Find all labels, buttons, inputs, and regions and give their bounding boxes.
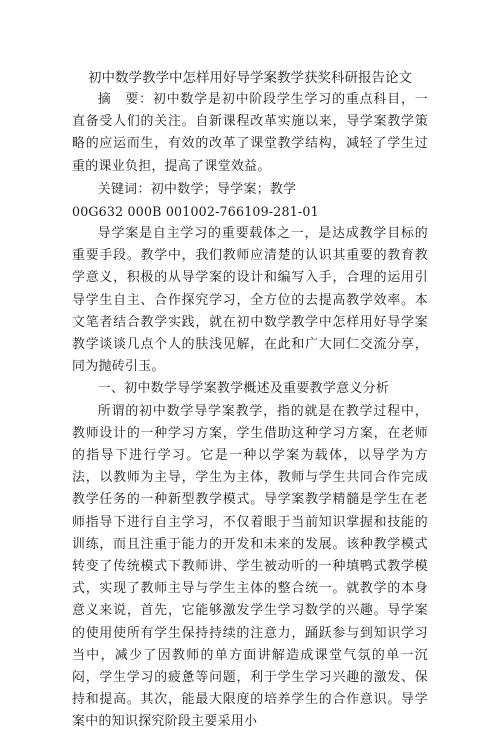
abstract-label: 摘 要： bbox=[97, 92, 153, 107]
abstract-text: 初中数学是初中阶段学生学习的重点科目，一直备受人们的关注。自新课程改革实施以来，导学案教学策略的应运而生，有效的改革了课堂教学结构，减轻了学生过重的课业负担，提高了课堂效益。 bbox=[72, 92, 428, 174]
intro-paragraph: 导学案是自主学习的重要载体之一，是达成教学目标的重要手段。教学中，我们教师应清楚的认识其重要的教育教学意义，积极的从导学案的设计和编写入手，合理的运用引导学生自主、合作探究学习，全方位的去提高教学效率。本文笔者结合教学实践，就在初中数学教学中怎样用好导学案教学谈谈几点个人的肤浅见解，在此和广大同仁交流分享，同为抛砖引玉。 bbox=[72, 226, 428, 375]
classification-code: 00G632 000B 001002-766109-281-01 bbox=[72, 204, 319, 220]
keywords-paragraph bbox=[72, 179, 428, 201]
abstract-paragraph bbox=[72, 89, 428, 178]
section-paragraph: 所谓的初中数学导学案教学，指的就是在教学过程中，教师设计的一种学习方案，学生借助这种学习方案，在老师的指导下进行学习。它是一种以学案为载体，以导学为方法，以教师为主导，学生为主体，教师与学生共同合作完成教学任务的一种新型教学模式。导学案教学精髓是学生在老师指导下进行自主学习，不仅着眼于当前知识掌握和技能的训练，而且注重于能力的开发和未来的发展。该种教学模式转变了传统模式下教师讲、学生被动听的一种填鸭式教学模式，实现了教师主导与学生主体的整合统一。就教学的本身意义来说，首先，它能够激发学生学习数学的兴趣。导学案的使用使所有学生保持持续的注意力，踊跃参与到知识学习当中，减少了因教师的单方面讲解造成课堂气氛的单一沉闷，学生学习的疲惫等问题，利于学生学习兴趣的激发、保持和提高。其次，能最大限度的培养学生的合作意识。导学案中的知识探究阶段主要采用小 bbox=[72, 403, 428, 730]
keywords-text: 初中数学；导学案；教学 bbox=[150, 181, 297, 197]
keywords-label: 关键词： bbox=[97, 181, 151, 197]
document-title: 初中数学教学中怎样用好导学案教学获奖科研报告论文 bbox=[88, 70, 412, 86]
section-heading: 一、初中数学导学案教学概述及重要教学意义分析 bbox=[97, 381, 390, 397]
